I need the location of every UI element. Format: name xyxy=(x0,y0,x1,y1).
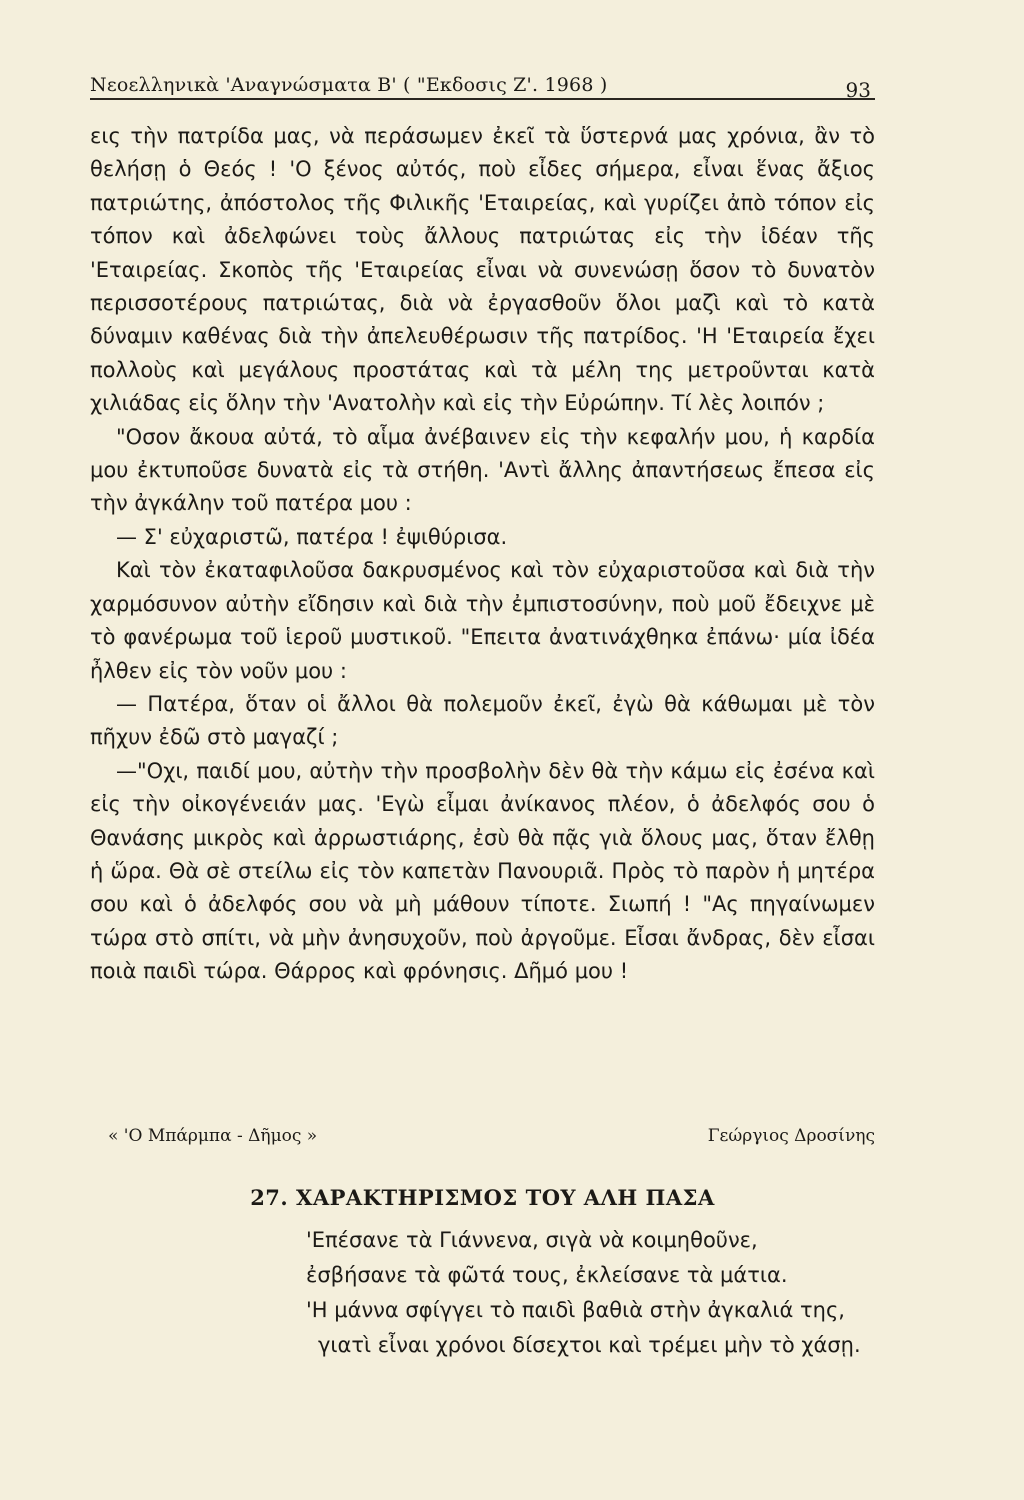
attribution-source: « 'Ο Μπάρμπα - Δῆμος » xyxy=(108,1126,318,1146)
running-header xyxy=(90,62,875,100)
paragraph-5: — Πατέρα, ὅταν οἱ ἄλλοι θὰ πολεμοῦν ἐκεῖ, ἐγὼ θὰ κάθωμαι μὲ τὸν πῆχυν ἐδῶ στὸ μαγαζί ; xyxy=(90,691,875,750)
paragraph-6: —"Οχι, παιδί μου, αὐτὴν τὴν προσβολὴν δὲν θὰ τὴν κάμω εἰς ἐσένα καὶ εἰς τὴν οἰκογένειάν μας. 'Εγὼ εἶμαι ἀνίκανος πλέον, ὁ ἀδελφός σου ὁ Θανάσης μικρὸς καὶ ἀρρωστιάρης, ἐσὺ θὰ πᾷς γιὰ ὅλους μας, ὅταν ἔλθῃ ἡ ὥρα. Θὰ σὲ στείλω εἰς τὸν καπετὰν Πανουριᾶ. Πρὸς τὸ παρὸν ἡ μητέρα σου καὶ ὁ ἀδελφός σου νὰ μὴ μάθουν τίποτε. Σιωπή ! "Ας πηγαίνωμεν τώρα στὸ σπίτι, νὰ μὴν ἀνησυχοῦν, ποὺ ἀργοῦμε. Εἶσαι ἄνδρας, δὲν εἶσαι ποιὰ παιδὶ τώρα. Θάρρος καὶ φρόνησις. Δῆμό μου ! xyxy=(90,758,875,984)
poem-line-3: 'Η μάννα σφίγγει τὸ παιδὶ βαθιὰ στὴν ἀγκαλιά της, xyxy=(306,1298,845,1322)
poem-line-1: 'Επέσανε τὰ Γιάννενα, σιγὰ νὰ κοιμηθοῦνε, xyxy=(306,1228,758,1252)
header-title: Νεοελληνικὰ 'Αναγνώσματα Β' ( "Εκδοσις Ζ'. 1968 ) xyxy=(90,74,608,96)
attribution xyxy=(90,1126,875,1156)
page-number: 93 xyxy=(845,78,871,102)
prose-body xyxy=(90,120,875,989)
poem xyxy=(306,1223,906,1363)
poem-line-2: ἐσβήσανε τὰ φῶτά τους, ἐκλείσανε τὰ μάτια. xyxy=(306,1263,788,1287)
paragraph-4: Καὶ τὸν ἐκαταφιλοῦσα δακρυσμένος καὶ τὸν εὐχαριστοῦσα καὶ διὰ τὴν χαρμόσυνον αὐτὴν εἴδησιν καὶ διὰ τὴν ἐμπιστοσύνην, ποὺ μοῦ ἔδειχνε μὲ τὸ φανέρωμα τοῦ ἱεροῦ μυστικοῦ. "Επειτα ἀνατινάχθηκα ἐπάνω· μία ἰδέα ἦλθεν εἰς τὸν νοῦν μου : xyxy=(90,558,875,683)
paragraph-1: εις τὴν πατρίδα μας, νὰ περάσωμεν ἐκεῖ τὰ ὕστερνά μας χρόνια, ἂν τὸ θελήσῃ ὁ Θεός ! 'Ο ξένος αὐτός, ποὺ εἶδες σήμερα, εἶναι ἕνας ἄξιος πατριώτης, ἀπόστολος τῆς Φιλικῆς 'Εταιρείας, καὶ γυρίζει ἀπὸ τόπον εἰς τόπον καὶ ἀδελφώνει τοὺς ἄλλους πατριώτας εἰς τὴν ἰδέαν τῆς 'Εταιρείας. Σκοπὸς τῆς 'Εταιρείας εἶναι νὰ συνενώσῃ ὅσον τὸ δυνατὸν περισσοτέρους πατριώτας, διὰ νὰ ἐργασθοῦν ὅλοι μαζὶ καὶ τὸ κατὰ δύναμιν καθένας διὰ τὴν ἀπελευθέρωσιν τῆς πατρίδος. 'Η 'Εταιρεία ἔχει πολλοὺς καὶ μεγάλους προστάτας καὶ τὰ μέλη της μετροῦνται κατὰ χιλιάδας εἰς ὅλην τὴν 'Ανατολὴν καὶ εἰς τὴν Εὐρώπην. Τί λὲς λοιπόν ; xyxy=(90,124,875,416)
paragraph-2: "Οσον ἄκουα αὐτά, τὸ αἷμα ἀνέβαινεν εἰς τὴν κεφαλήν μου, ἡ καρδία μου ἐκτυποῦσε δυνατὰ εἰς τὰ στήθη. 'Αντὶ ἄλλης ἀπαντήσεως ἔπεσα εἰς τὴν ἀγκάλην τοῦ πατέρα μου : xyxy=(90,424,875,516)
paragraph-3: — Σ' εὐχαριστῶ, πατέρα ! ἐψιθύρισα. xyxy=(116,524,508,549)
poem-line-4: γιατὶ εἶναι χρόνοι δίσεχτοι καὶ τρέμει μὴν τὸ χάσῃ. xyxy=(318,1333,861,1357)
section-heading: 27. ΧΑΡΑΚΤΗΡΙΣΜΟΣ ΤΟΥ ΑΛΗ ΠΑΣΑ xyxy=(250,1185,715,1210)
attribution-author: Γεώργιος Δροσίνης xyxy=(707,1126,875,1146)
